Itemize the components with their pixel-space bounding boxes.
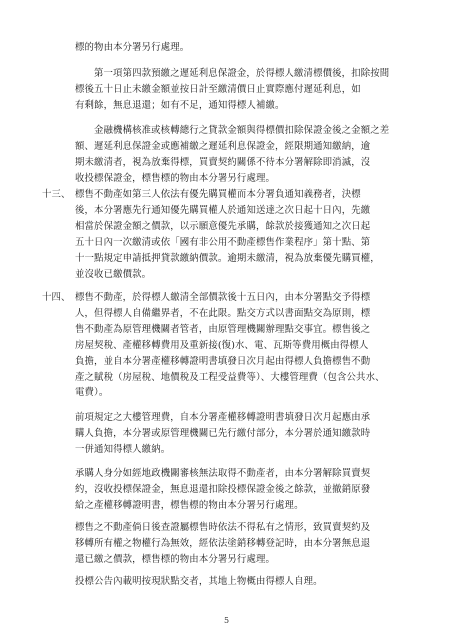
text-line: 約，沒收投標保證金，無息退還扣除投標保證金後之餘款，並撤銷原發	[75, 483, 371, 495]
text-line: 五十日內一次繳清或依「國有非公用不動產標售作業程序」第十點、第	[75, 236, 371, 248]
text-line: 額、遲延利息保證金或應補繳之遲延利息保證金，經限期通知繳納，逾	[75, 140, 371, 152]
text-line: 人，但得標人自備繼界者，不在此限。點交方式以書面點交為原則，標	[75, 307, 371, 319]
text-line: 購人負擔，本分署或原管理機關已先行繳付部分，本分署於通知繳款時	[75, 427, 371, 439]
clause-13-preemptive-right	[75, 187, 413, 282]
text-line: 前項規定之大樓管理費，自本分署產權移轉證明書填發日次月起應由承	[75, 412, 371, 423]
text-line: 產之賦稅（房屋稅、地價稅及工程受益費等）、大樓管理費（包含公共水、	[75, 371, 385, 383]
clause-number-14: 十四、	[42, 292, 71, 303]
clause-14-handover	[75, 290, 413, 401]
text-line: 收投標保證金，標售標的物由本分署另行處理。	[75, 172, 276, 184]
page-number: 5	[223, 616, 230, 625]
text-line: 電費）。	[75, 387, 109, 399]
text-line: 標售之不動產倘日後查證屬標售時依法不得私有之情形，致買賣契約及	[75, 522, 371, 533]
text-line: 標售不動產，於得標人繳清全部價款後十五日內，由本分署點交予得標	[75, 292, 371, 303]
text-line: 有剩餘，無息退還；如有不足，通知得標人補繳。	[75, 99, 285, 111]
text-line: 標的物由本分署另行處理。	[75, 42, 190, 53]
text-line: 後，本分署應先行通知優先購買權人於通知送達之次日起十日內，先繳	[75, 204, 371, 216]
text-line: 投標公告內載明按現狀點交者，其地上物概由得標人自理。	[75, 576, 323, 587]
text-line: 期未繳清者，視為放棄得標，買賣契約關係不待本分署解除即消滅，沒	[75, 156, 371, 168]
paragraph-loan-shortfall	[75, 123, 413, 187]
text-line: 標後五十日止未繳金額並按日計至繳清價日止實際應付遲延利息，如	[75, 83, 361, 95]
paragraph-management-fee	[75, 410, 413, 458]
text-line: 並沒收已繳價款。	[75, 268, 152, 280]
text-line: 承購人身分如經地政機關審核無法取得不動產者，由本分署解除買賣契	[75, 468, 371, 479]
text-line: 第一項第四款預繳之遲延利息保證金，於得標人繳清標價後，扣除按間	[94, 68, 390, 79]
text-line: 給之產權移轉證明書，標售標的物由本分署另行處理。	[75, 499, 304, 511]
text-line: 還已繳之價款，標售標的物由本分署另行處理。	[75, 553, 276, 565]
text-line: 相當於保證金額之價款，以示願意優先承購，餘款於接獲通知之次日起	[75, 220, 371, 232]
text-line: 一併通知得標人繳納。	[75, 443, 171, 455]
text-line: 金融機構核准或核轉總行之貸款金額與得標價扣除保證金後之金額之差	[94, 125, 390, 136]
paragraph-delay-interest-deposit	[75, 66, 413, 114]
paragraph-as-is-handover	[75, 574, 413, 590]
text-line: 十一點規定申請抵押貸款繳納價款。逾期未繳清，視為放棄優先購買權，	[75, 252, 380, 264]
paragraph-continuation	[75, 40, 413, 56]
text-line: 售不動產為原管理機關者管者，由原管理機關辦理點交事宜。標售後之	[75, 323, 371, 335]
clause-number-13: 十三、	[42, 189, 71, 200]
paragraph-invalid-transfer	[75, 520, 413, 568]
text-line: 房屋契稅、產權移轉費用及重新接(復)水、電、瓦斯等費用概由得標人	[75, 339, 369, 351]
paragraph-buyer-eligibility	[75, 466, 413, 514]
text-line: 標售不動產如第三人依法有優先購買權而本分署負通知義務者，決標	[75, 189, 361, 200]
text-line: 負擔，並自本分署產權移轉證明書填發日次月起由得標人負擔標售不動	[75, 355, 371, 367]
text-line: 移轉所有權之物權行為無效，經依法塗銷移轉登記時，由本分署無息退	[75, 537, 371, 549]
